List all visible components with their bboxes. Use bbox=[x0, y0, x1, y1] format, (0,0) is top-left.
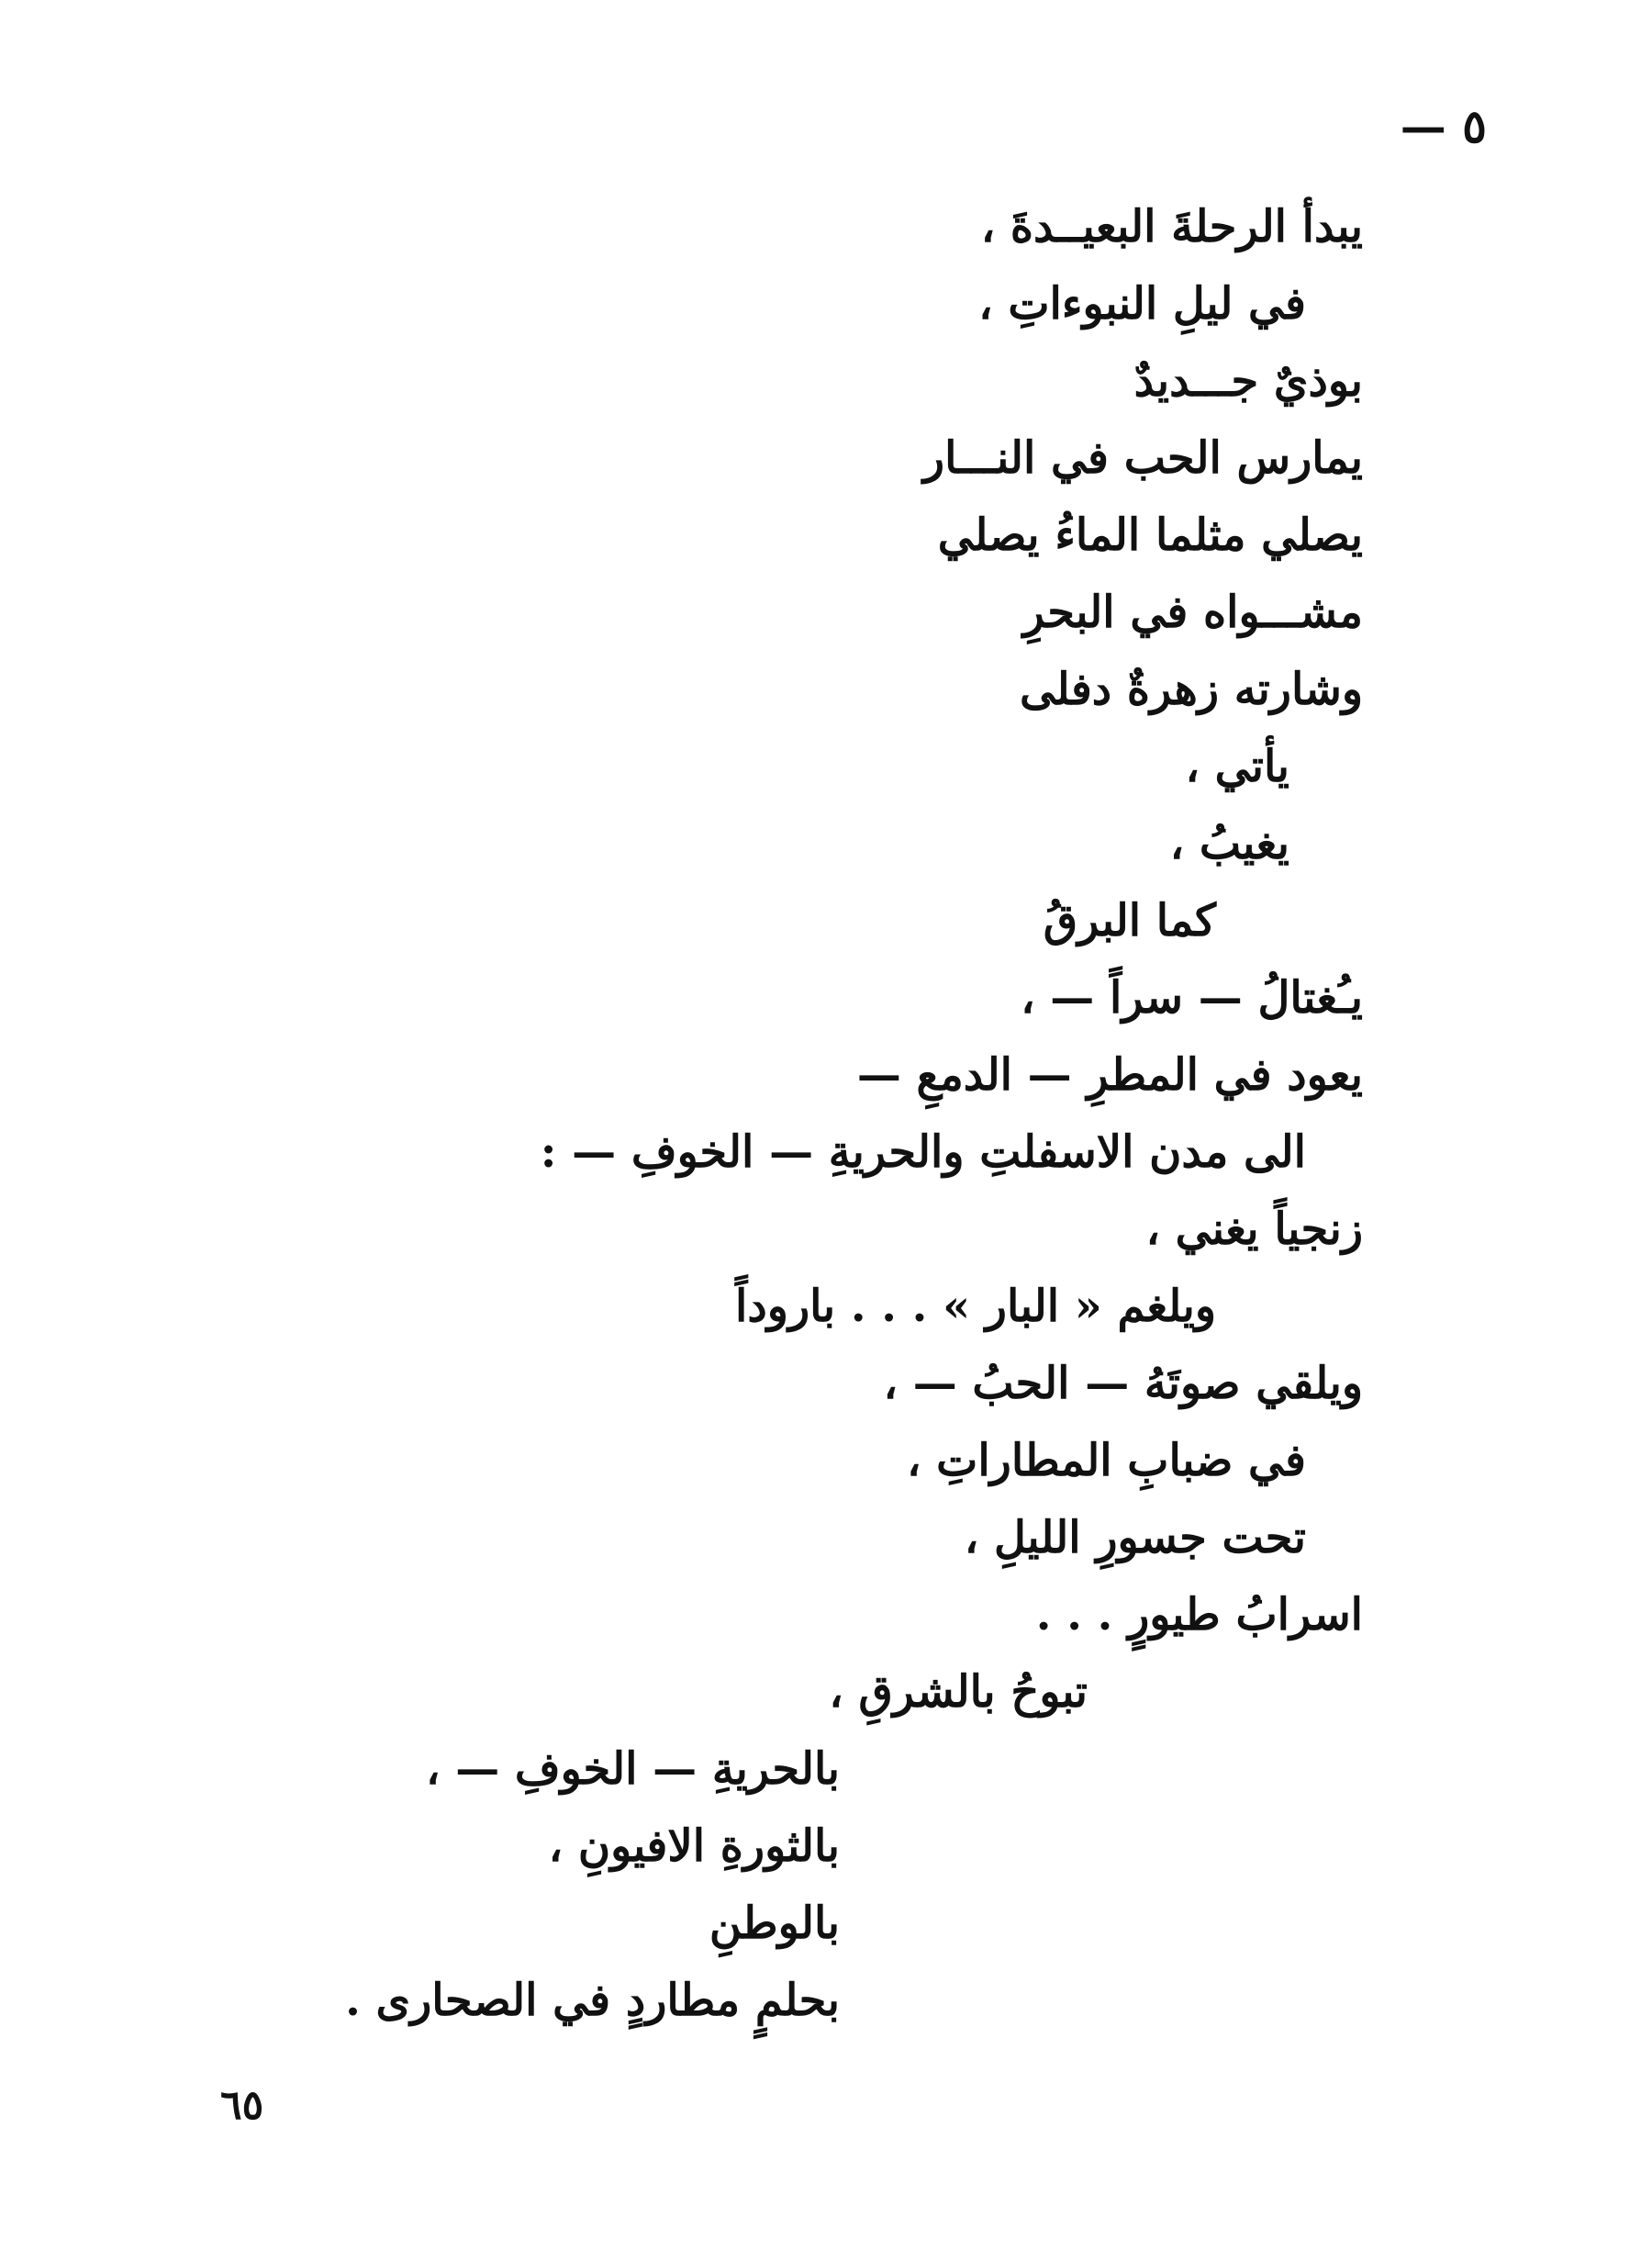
poem-line: زنجياً يغني ، bbox=[1145, 1204, 1363, 1255]
poem-line: بحلمٍ مطاردٍ في الصحارى . bbox=[345, 1975, 840, 2026]
poem-line: بالحريةِ — الخوفِ — ، bbox=[425, 1743, 840, 1795]
section-number: ٥ — bbox=[1400, 99, 1487, 153]
poem-line: يعود في المطرِ — الدمعِ — bbox=[856, 1049, 1363, 1101]
poem-line: في ضبابِ المطاراتِ ، bbox=[906, 1435, 1306, 1486]
poem-line: بالثورةِ الافيونِ ، bbox=[548, 1820, 840, 1872]
poem-line: تبوحُ بالشرقِ ، bbox=[829, 1666, 1088, 1718]
poem-line: اسرابُ طيورٍ . . . bbox=[1035, 1589, 1363, 1641]
poem-line: يغيبُ ، bbox=[1169, 818, 1289, 869]
poem-line: بالوطنِ bbox=[709, 1898, 840, 1949]
poem-line: ويلغم « البار » . . . باروداً bbox=[735, 1281, 1216, 1332]
poem-line: تحت جسورِ الليلِ ، bbox=[964, 1512, 1306, 1563]
poem-line: يبدأ الرحلةَ البعيــدةَ ، bbox=[980, 201, 1363, 252]
poem-line: ويلقي صوتَهُ — الحبُ — ، bbox=[883, 1358, 1363, 1409]
poem-line: يـُغتالُ — سراً — ، bbox=[1021, 972, 1363, 1024]
poem-line: يصلي مثلما الماءُ يصلي bbox=[937, 510, 1363, 561]
poem-line: مشـــواه في البحرِ bbox=[1022, 587, 1363, 638]
poem-line: الى مدن الاسفلتِ والحريةِ — الخوفِ — : bbox=[540, 1126, 1306, 1178]
poem-line: بوذيٌ جـــديدٌ bbox=[1133, 355, 1363, 407]
poem-line: وشارته زهرةٌ دفلى bbox=[1019, 664, 1363, 715]
poem-body bbox=[275, 188, 1363, 2039]
page-number: ٦٥ bbox=[220, 2082, 264, 2129]
poem-line: في ليلِ النبوءاتِ ، bbox=[978, 278, 1306, 330]
poem-line: يأتي ، bbox=[1185, 741, 1289, 792]
poem-line: كما البرقُ bbox=[1043, 895, 1216, 946]
poem-line: يمارس الحب في النـــار bbox=[922, 432, 1363, 484]
